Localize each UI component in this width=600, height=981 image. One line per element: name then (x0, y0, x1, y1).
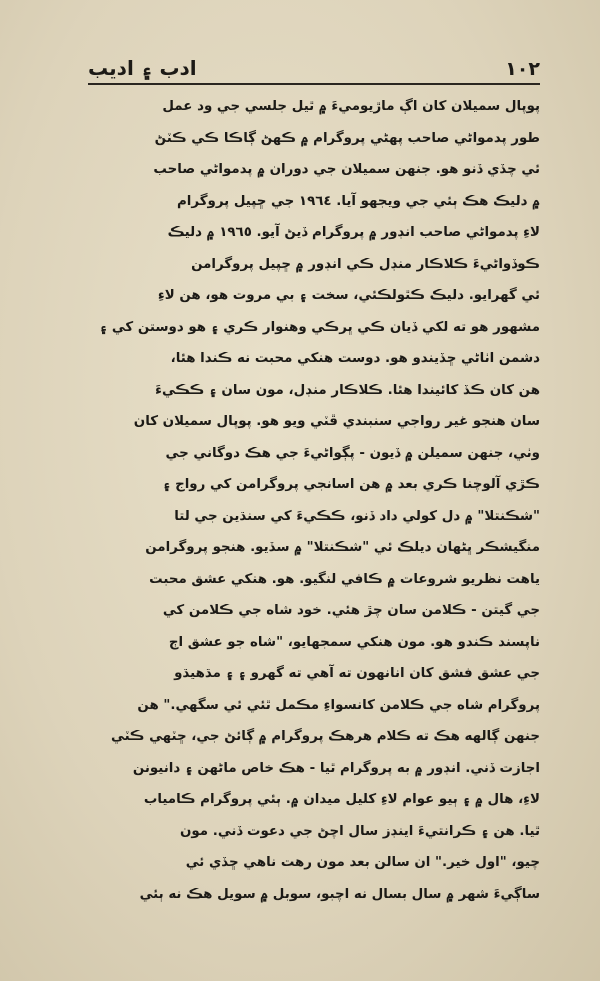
text-line: جي عشق فشق کان انانهون ته آهي ته گهرو ۽ ۽ مڌهيڌو (174, 666, 540, 681)
text-line: "شڪنتلا" ۾ دل کولي داد ڏنو، ڪڪيءَ کي سنڌين جي لتا (174, 508, 540, 524)
body-text (88, 91, 540, 910)
text-line: ٿيا. هن ۽ ڪرانتيءَ اينڊز سال اچڻ جي دعوت ڏني. مون (179, 823, 540, 839)
text-line: مشهور هو ته لکي ڏيان ڪي ڀرڪي وهنوار ڪري ۽ هو دوستن کي ۽ (99, 319, 540, 335)
header-rule (88, 83, 540, 85)
text-line: لاءِ پدمواڻي صاحب انڊور ۾ پروگرام ڏيڻ آيو. ١٩٦٥ ۾ دليڪ (167, 225, 540, 240)
text-line: ئي چڏي ڏنو هو. جنهن سميلان جي دوران ۾ پدمواڻي صاحب (153, 162, 540, 177)
text-line: سان هنجو غير رواجي سنبندي ڦٽي ويو هو. پوپال سميلان کان (133, 414, 540, 429)
page-number: ١٠٢ (505, 58, 540, 80)
text-line: لاءِ، هال ۾ ۽ ٻيو عوام لاءِ کليل ميدان ۾. ٻئي پروگرام ڪامياب (143, 792, 540, 807)
text-line: منگيشڪر ڀڻهان ديلڪ ئي "شڪنتلا" ۾ سڏيو. هنجو پروگرامن (145, 540, 540, 555)
text-line: ۾ دليڪ هڪ ٻئي جي ويجهو آيا. ١٩٦٤ جي ڇپيل پروگرام (176, 193, 540, 209)
text-line: پروگرام شاه جي ڪلامن کانسواءِ مڪمل ٿئي ئي سگهي." هن (137, 697, 540, 713)
running-head: ادب ۽ اديب (88, 56, 197, 80)
text-line: جنهن ڳالهه هڪ ته ڪلام هرهڪ پروگرام ۾ ڳائڻ جي، ڇٽهي ڪٽي (111, 729, 540, 744)
text-line: ساڳيءَ شهر ۾ سال بسال نه اچبو، سوبل ۾ سويل هڪ نه ٻئي (139, 886, 540, 902)
text-line: چيو، "اول خير." ان سالن بعد مون رهت ناهي ڇڏي ئي (185, 855, 540, 870)
text-line: ڪوڏواڻيءَ ڪلاڪار منڊل ڪي انڊور ۾ ڇپيل پروگرامن (191, 256, 540, 272)
text-line: اجازت ڏني. انڊور ۾ به پروگرام ٿيا - هڪ خاص ماڻهن ۽ دانيونن (132, 760, 540, 776)
text-line: ياهت نظريو شروعات ۾ ڪافي لنگيو. هو. هنکي عشق محبت (149, 571, 540, 587)
text-line: طور پدمواڻي صاحب پهڻي پروگرام ۾ ڪهڻ ڳاڪا ڪي ڪٽڻ (154, 130, 540, 146)
text-line: پوپال سميلان کان اڳ ماڙيوميءَ ۾ ٿيل جلسي جي ود عمل (162, 99, 540, 114)
text-line: ئي گهرايو. دليڪ ڪٿولڪئي، سخت ۽ بي مروت هو، هن لاءِ (157, 288, 540, 303)
text-line: ناپسند ڪندو هو. مون هنکي سمجهايو، "شاه جو عشق اڄ (168, 634, 540, 650)
text-line: دشمن اٺاڻي ڇڏيندو هو. دوست هنکي محبت نه ڪندا هئا، (170, 351, 540, 366)
text-line: ڪڙي آلوچنا ڪري بعد ۾ هن اسانجي پروگرامن کي رواج ۽ (162, 477, 540, 492)
text-line: هن کان ڪڏ کائيندا هئا. ڪلاڪار منڊل، مون سان ۽ ڪڪيءَ (155, 382, 540, 398)
text-line: جي گيتن - ڪلامن سان چڙ هئي. خود شاه جي ڪلامن کي (162, 603, 540, 618)
text-line: وٺي، جنهن سميلن ۾ ڏيون - پڳواڻيءَ جي هڪ دوگاني جي (165, 445, 540, 461)
